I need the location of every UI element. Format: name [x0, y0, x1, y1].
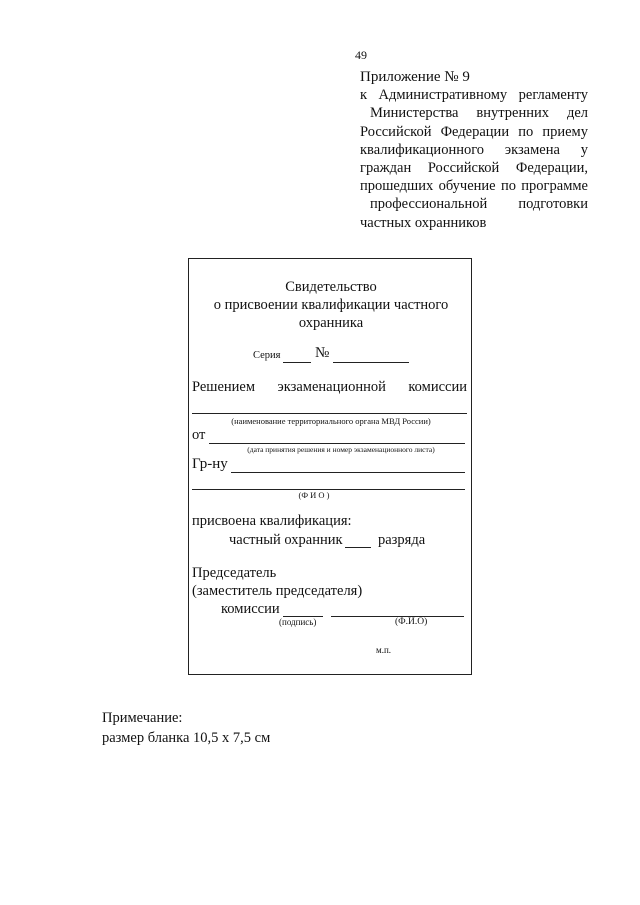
- appendix-line: [360, 177, 588, 195]
- appendix-word: у: [580, 141, 588, 158]
- decision-line: [192, 379, 467, 396]
- organ-caption: (наименование территориального органа МВД России): [231, 416, 431, 426]
- appendix-word: профессиональной: [370, 196, 488, 213]
- appendix-word: обучение: [438, 178, 496, 195]
- appendix-word: регламенту: [518, 87, 588, 104]
- appendix-word: по: [518, 123, 534, 140]
- appendix-word: экзамена: [504, 141, 560, 158]
- grade-field[interactable]: [345, 547, 371, 548]
- appendix-word: программе: [521, 178, 588, 195]
- assigned-label: присвоена квалификация:: [192, 513, 352, 529]
- stamp-place: м.п.: [376, 645, 392, 655]
- certificate-subtitle-2: охранника: [298, 315, 364, 331]
- signature-caption: (подпись): [279, 617, 317, 627]
- certificate-subtitle: о присвоении квалификации частного: [213, 297, 449, 313]
- appendix-word: Федерации,: [515, 160, 588, 177]
- decision-word: экзаменационной: [277, 379, 386, 395]
- appendix-line: [360, 104, 588, 122]
- chairman-label: Председатель: [192, 565, 277, 581]
- number-label: №: [315, 345, 330, 361]
- appendix-line: [360, 86, 588, 104]
- date-caption: (дата принятия решения и номер экзаменационного листа): [247, 445, 435, 454]
- date-field[interactable]: [209, 443, 465, 444]
- appendix-word: по: [500, 178, 516, 195]
- note-text: размер бланка 10,5 х 7,5 см: [102, 730, 271, 746]
- number-field[interactable]: [333, 362, 409, 363]
- certificate-form: [188, 258, 472, 675]
- citizen-label: Гр-ну: [192, 456, 228, 472]
- appendix-word: к: [360, 87, 368, 104]
- from-label: от: [192, 427, 206, 443]
- appendix-word: граждан: [360, 160, 412, 177]
- organ-field[interactable]: [192, 413, 467, 414]
- deputy-label: (заместитель председателя): [192, 583, 363, 599]
- chairman-fio-caption: (Ф.И.О): [395, 617, 428, 627]
- appendix-lines: [360, 86, 588, 213]
- citizen-field[interactable]: [231, 472, 465, 473]
- appendix-last-line: частных охранников: [360, 214, 487, 231]
- appendix-word: Министерства: [370, 105, 459, 122]
- appendix-word: внутренних: [476, 105, 550, 122]
- series-label: Серия: [253, 350, 281, 361]
- appendix-title: Приложение № 9: [360, 69, 470, 85]
- appendix-word: Федерации: [440, 123, 510, 140]
- note: [102, 708, 270, 748]
- grade-text: разряда: [378, 532, 426, 548]
- appendix-line: [360, 141, 588, 159]
- decision-word: комиссии: [408, 379, 467, 395]
- appendix-word: Российской: [427, 160, 500, 177]
- appendix-word: Российской: [360, 123, 432, 140]
- appendix-word: прошедших: [360, 178, 434, 195]
- appendix-word: Административному: [378, 87, 508, 104]
- guard-text: частный охранник: [229, 532, 343, 548]
- appendix-word: квалификационного: [360, 141, 485, 158]
- appendix-header: [360, 68, 588, 232]
- appendix-line: [360, 123, 588, 141]
- appendix-word: подготовки: [518, 196, 588, 213]
- series-field[interactable]: [283, 362, 311, 363]
- decision-word: Решением: [192, 379, 256, 395]
- commission-label: комиссии: [221, 601, 280, 617]
- certificate-title: Свидетельство: [285, 279, 377, 295]
- appendix-word: приему: [542, 123, 588, 140]
- appendix-word: дел: [566, 105, 588, 122]
- note-label: Примечание:: [102, 710, 183, 726]
- page-number: 49: [355, 48, 367, 62]
- appendix-line: [360, 159, 588, 177]
- appendix-line: [360, 195, 588, 213]
- fio-caption: (Ф И О ): [298, 490, 330, 500]
